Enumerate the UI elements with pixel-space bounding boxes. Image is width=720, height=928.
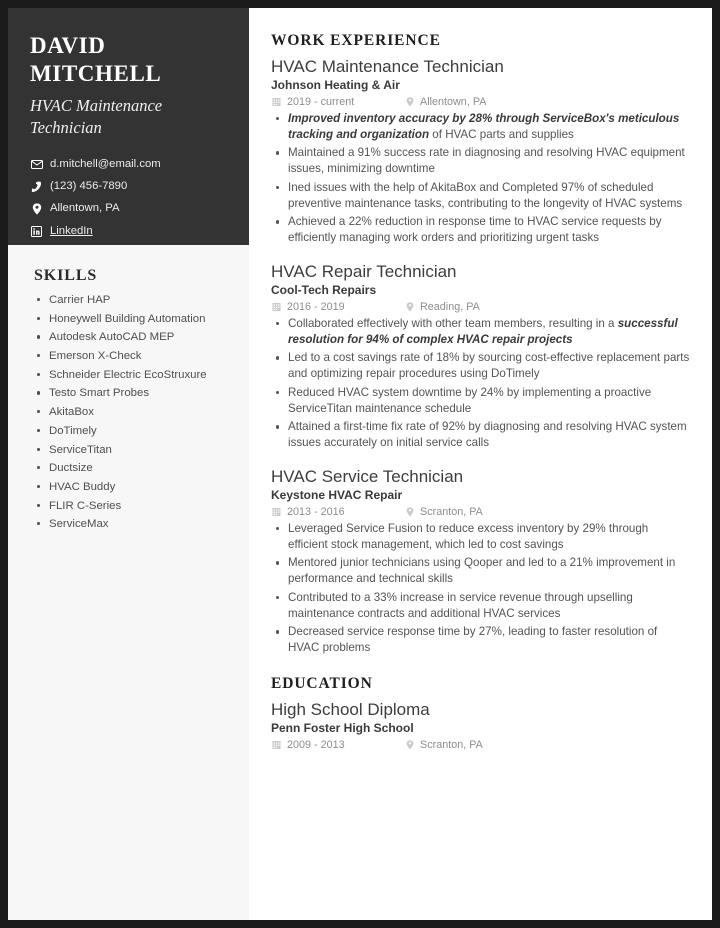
experience-title: HVAC Maintenance Technician xyxy=(271,57,504,76)
calendar-icon xyxy=(271,97,282,107)
list-item: AkitaBox xyxy=(34,404,229,420)
education-meta xyxy=(271,739,690,751)
experience-bullets xyxy=(271,316,690,451)
list-item: Decreased service response time by 27%, leading to faster resolution of HVAC problems xyxy=(271,624,690,656)
envelope-icon xyxy=(30,160,43,169)
bullet-emphasis: Improved inventory accuracy by 28% through ServiceBox's meticulous tracking and organization xyxy=(288,111,680,141)
identity-header xyxy=(8,8,249,245)
contact-email[interactable] xyxy=(30,157,227,172)
list-item: Reduced HVAC system downtime by 24% by implementing a proactive ServiceTitan maintenance schedule xyxy=(271,385,690,417)
experience-entry xyxy=(271,56,690,246)
candidate-headline: HVAC Maintenance Technician xyxy=(30,96,163,137)
list-item: Mentored junior technicians using Qooper and led to a 21% improvement in performance and technical skills xyxy=(271,555,690,587)
skills-list xyxy=(34,292,229,532)
list-item: ServiceMax xyxy=(34,516,229,532)
list-item: FLIR C-Series xyxy=(34,498,229,514)
location-pin-icon xyxy=(404,97,415,107)
list-item: Carrier HAP xyxy=(34,292,229,308)
resume-page xyxy=(8,8,712,920)
main-content xyxy=(249,8,712,920)
experience-title: HVAC Repair Technician xyxy=(271,261,457,281)
list-item: Testo Smart Probes xyxy=(34,385,229,401)
linkedin-icon xyxy=(30,226,43,237)
location-pin-icon xyxy=(30,203,43,215)
phone-icon xyxy=(30,181,43,193)
experience-dates: 2013 - 2016 xyxy=(287,505,345,518)
list-item: Honeywell Building Automation xyxy=(34,311,229,327)
candidate-name-line2: MITCHELL xyxy=(30,61,162,87)
list-item: Ductsize xyxy=(34,460,229,476)
skills-section xyxy=(8,245,249,535)
contact-location-text: Allentown, PA xyxy=(50,202,120,215)
education-entry xyxy=(271,699,690,751)
experience-location-group xyxy=(404,506,483,518)
experience-dates: 2016 - 2019 xyxy=(287,300,345,313)
experience-dates-group xyxy=(271,301,404,313)
experience-meta xyxy=(271,506,690,518)
experience-entry xyxy=(271,466,690,656)
list-item: Emerson X-Check xyxy=(34,348,229,364)
bullet-text: Collaborated effectively with other team members, resulting in a xyxy=(288,316,618,330)
experience-organization: Cool-Tech Repairs xyxy=(271,283,377,298)
experience-location: Scranton, PA xyxy=(420,505,483,518)
list-item: Achieved a 22% reduction in response time to HVAC service requests by efficiently managing work orders and prioritizing urgent tasks xyxy=(271,214,690,246)
location-pin-icon xyxy=(404,740,415,750)
candidate-name-line1: DAVID xyxy=(30,33,106,58)
experience-meta xyxy=(271,96,690,108)
contact-linkedin[interactable] xyxy=(30,224,227,239)
calendar-icon xyxy=(271,302,282,312)
calendar-icon xyxy=(271,740,282,750)
work-experience-section xyxy=(271,32,690,656)
education-organization: Penn Foster High School xyxy=(271,721,414,736)
location-pin-icon xyxy=(404,302,415,312)
list-item: ServiceTitan xyxy=(34,442,229,458)
list-item: Ined issues with the help of AkitaBox and Completed 97% of scheduled preventive maintenance tasks, contributing to the longevity of HVAC systems xyxy=(271,180,690,212)
bullet-emphasis: successful resolution for 94% of complex HVAC repair projects xyxy=(288,316,678,346)
sidebar xyxy=(8,8,249,920)
experience-location-group xyxy=(404,96,486,108)
list-item: Autodesk AutoCAD MEP xyxy=(34,329,229,345)
list-item: Schneider Electric EcoStruxure xyxy=(34,367,229,383)
education-location: Scranton, PA xyxy=(420,738,483,751)
bullet-text: of HVAC parts and supplies xyxy=(429,127,574,141)
location-pin-icon xyxy=(404,507,415,517)
contact-email-text: d.mitchell@email.com xyxy=(50,157,161,170)
contact-list xyxy=(30,157,227,239)
education-section xyxy=(271,675,690,751)
list-item: HVAC Buddy xyxy=(34,479,229,495)
list-item xyxy=(271,111,690,143)
experience-bullets xyxy=(271,521,690,656)
experience-dates-group xyxy=(271,96,404,108)
contact-phone[interactable] xyxy=(30,179,227,194)
skills-heading: SKILLS xyxy=(34,267,98,284)
list-item: Led to a cost savings rate of 18% by sourcing cost-effective replacement parts and optimizing repair procedures using DoTimely xyxy=(271,350,690,382)
list-item xyxy=(271,316,690,348)
experience-location-group xyxy=(404,301,480,313)
contact-location xyxy=(30,201,227,216)
experience-entry xyxy=(271,261,690,451)
education-dates-group xyxy=(271,739,404,751)
list-item: Attained a first-time fix rate of 92% by diagnosing and resolving HVAC system issues accurately on initial service calls xyxy=(271,419,690,451)
list-item: Leveraged Service Fusion to reduce excess inventory by 29% through efficient stock management, which led to cost savings xyxy=(271,521,690,553)
experience-title: HVAC Service Technician xyxy=(271,466,464,486)
experience-meta xyxy=(271,301,690,313)
work-experience-heading: WORK EXPERIENCE xyxy=(271,32,441,49)
calendar-icon xyxy=(271,507,282,517)
contact-linkedin-text: LinkedIn xyxy=(50,224,93,237)
experience-location: Allentown, PA xyxy=(420,95,487,108)
experience-organization: Johnson Heating & Air xyxy=(271,78,400,93)
education-heading: EDUCATION xyxy=(271,674,373,692)
experience-location: Reading, PA xyxy=(420,300,480,313)
list-item: DoTimely xyxy=(34,423,229,439)
education-location-group xyxy=(404,739,483,751)
candidate-name xyxy=(30,32,227,88)
contact-phone-text: (123) 456-7890 xyxy=(50,180,128,193)
education-title: High School Diploma xyxy=(271,699,430,719)
list-item: Maintained a 91% success rate in diagnosing and resolving HVAC equipment issues, minimizing downtime xyxy=(271,145,690,177)
experience-organization: Keystone HVAC Repair xyxy=(271,488,403,503)
experience-dates: 2019 - current xyxy=(287,95,355,108)
list-item: Contributed to a 33% increase in service revenue through upselling maintenance contracts and additional HVAC services xyxy=(271,590,690,622)
experience-dates-group xyxy=(271,506,404,518)
education-dates: 2009 - 2013 xyxy=(287,738,345,751)
experience-bullets xyxy=(271,111,690,246)
